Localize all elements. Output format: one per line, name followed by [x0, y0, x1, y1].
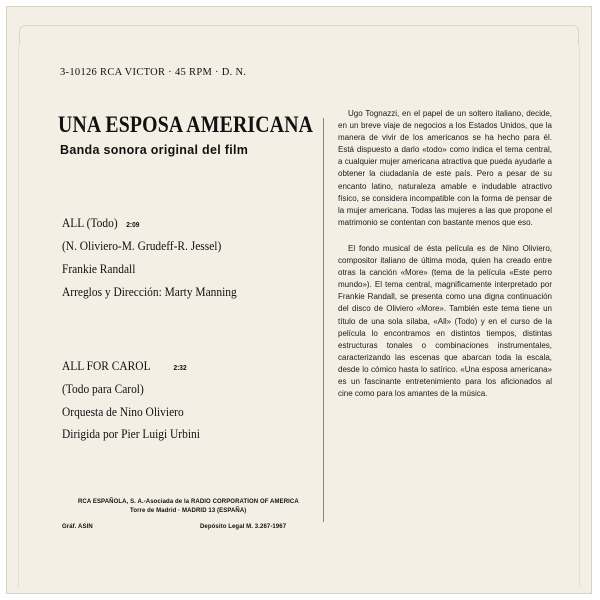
track2-performer: Orquesta de Nino Oliviero — [62, 404, 184, 419]
track1-duration: 2:09 — [126, 220, 140, 229]
footer-company-line1: RCA ESPAÑOLA, S. A.-Asociada de la RADIO CORPORATION OF AMERICA — [78, 499, 299, 505]
liner-notes-paragraph-1: Ugo Tognazzi, en el papel de un soltero italiano, decide, en un breve viaje de negocios a los Estados Unidos, que la manera de vivir de los americanos se ha hecho para él. Está dispuesto a darlo «todo» como indica el tema central, a cualquier mujer americana atractiva que pueda ayudarle a obtener la ciudadanía de este país. Pero a pesar de su encanto latino, naturaleza amable e indudable atractivo físico, se considera incompatible con la forma de pensar de la mujer americana. Todas las mujeres a las que propone el matrimonio se contentan con bastante menos que eso. — [338, 109, 552, 227]
track2-director: Dirigida por Pier Luigi Urbini — [62, 426, 200, 441]
track2-title: ALL FOR CAROL — [62, 358, 151, 373]
sleeve-fold-left — [18, 47, 19, 587]
sleeve-fold-right — [579, 47, 580, 587]
album-subtitle: Banda sonora original del film — [60, 143, 249, 157]
track1-title-row — [62, 215, 139, 231]
track2-duration: 2:32 — [173, 363, 187, 372]
catalog-number: 3-10126 RCA VICTOR · 45 RPM · D. N. — [60, 67, 247, 78]
column-divider — [323, 118, 324, 522]
track1-performer: Frankie Randall — [62, 261, 136, 276]
footer-printer: Gráf. ASIN — [62, 524, 93, 530]
track2-title-row — [62, 358, 187, 374]
album-title: UNA ESPOSA AMERICANA — [58, 112, 314, 137]
liner-notes-paragraph-2: El fondo musical de ésta película es de Nino Oliviero, compositor italiano de última moda, quien ha creado entre otras la canción «More» (tema de la película «Este perro mundo»). El tema central, magnificamente interpretado por Frankie Randall, se presenta como una digna continuación del disco de Oliviero «More». También este tema tiene un título de una sola sílaba, «All» (Todo) y en el curso de la película lo encontramos en distintos tiempos, distintas estructuras tonales o combinaciones instrumentales, caracterizando las escenas que abarcan toda la escala, desde lo cómico hasta lo satírico. «Una esposa americana» es un fascinante entretenimiento para los aficionados al cine como para los amantes de la música. — [338, 243, 552, 399]
sleeve-flap — [19, 25, 579, 46]
liner-notes — [338, 108, 552, 408]
track1-title: ALL (Todo) — [62, 215, 118, 230]
track1-arrangement: Arreglos y Dirección: Marty Manning — [62, 284, 237, 299]
track2-subtitle: (Todo para Carol) — [62, 381, 144, 396]
footer-company-line2: Torre de Madrid · MADRID 13 (ESPAÑA) — [130, 508, 247, 514]
footer-deposit: Depósito Legal M. 3.267-1967 — [200, 524, 287, 530]
track1-composers: (N. Oliviero-M. Grudeff-R. Jessel) — [62, 238, 222, 253]
